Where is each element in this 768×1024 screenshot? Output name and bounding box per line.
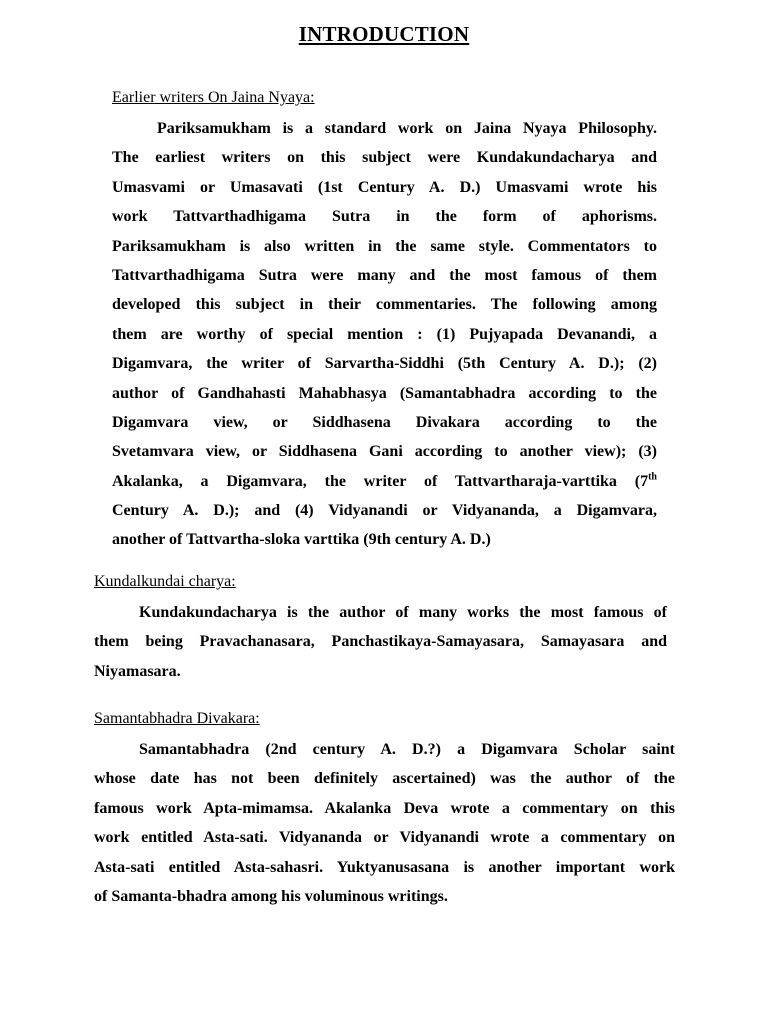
text-line: author of Gandhahasti Mahabhasya (Samantabhadra according to the: [112, 384, 657, 402]
text-line: another of Tattvartha-sloka varttika (9th century A. D.): [112, 531, 491, 549]
paragraph-kundakundacharya: [94, 598, 667, 686]
text-line: Century A. D.); and (4) Vidyanandi or Vidyananda, a Digamvara,: [112, 502, 657, 520]
text-line: Niyamasara.: [94, 662, 181, 680]
page-title: INTRODUCTION: [298, 22, 470, 46]
paragraph-earlier-writers: [112, 114, 657, 555]
text-line-with-superscript: [112, 467, 657, 496]
text-line: The earliest writers on this subject were Kundakundacharya and: [112, 149, 657, 167]
section-heading-earlier-writers: Earlier writers On Jaina Nyaya:: [112, 89, 315, 106]
text-line: Digamvara, the writer of Sarvartha-Siddhi (5th Century A. D.); (2): [112, 355, 657, 373]
text-line: Samantabhadra (2nd century A. D.?) a Digamvara Scholar saint: [139, 741, 675, 758]
text-line: them being Pravachanasara, Panchastikaya-Samayasara, Samayasara and: [94, 633, 667, 651]
text-line: Umasvami or Umasavati (1st Century A. D.) Umasvami wrote his: [112, 178, 657, 196]
paragraph-samantabhadra: [94, 735, 675, 911]
text-line: whose date has not been definitely ascertained) was the author of the: [94, 770, 675, 788]
superscript: th: [648, 471, 657, 483]
text-line: Tattvarthadhigama Sutra were many and the most famous of them: [112, 266, 657, 284]
text-line: of Samanta-bhadra among his voluminous writings.: [94, 887, 448, 905]
text-line: them are worthy of special mention : (1) Pujyapada Devanandi, a: [112, 325, 657, 343]
section-heading-samantabhadra: Samantabhadra Divakara:: [94, 710, 260, 727]
text-line: Digamvara view, or Siddhasena Divakara according to the: [112, 413, 657, 431]
text-line: Svetamvara view, or Siddhasena Gani according to another view); (3): [112, 443, 657, 461]
text-line: Pariksamukham is a standard work on Jaina Nyaya Philosophy.: [157, 120, 657, 137]
text-line: famous work Apta-mimamsa. Akalanka Deva wrote a commentary on this: [94, 799, 675, 817]
text-segment: Akalanka, a Digamvara, the writer of Tattvartharaja-varttika (7: [112, 472, 649, 490]
text-line: Pariksamukham is also written in the same style. Commentators to: [112, 237, 657, 255]
text-line: work entitled Asta-sati. Vidyananda or Vidyanandi wrote a commentary on: [94, 829, 675, 847]
text-line: Kundakundacharya is the author of many works the most famous of: [139, 604, 667, 621]
text-line: work Tattvarthadhigama Sutra in the form of aphorisms.: [112, 208, 657, 226]
section-heading-kundakundacharya: Kundalkundai charya:: [94, 573, 236, 590]
text-line: developed this subject in their commentaries. The following among: [112, 296, 657, 314]
text-line: Asta-sati entitled Asta-sahasri. Yuktyanusasana is another important work: [94, 858, 675, 876]
